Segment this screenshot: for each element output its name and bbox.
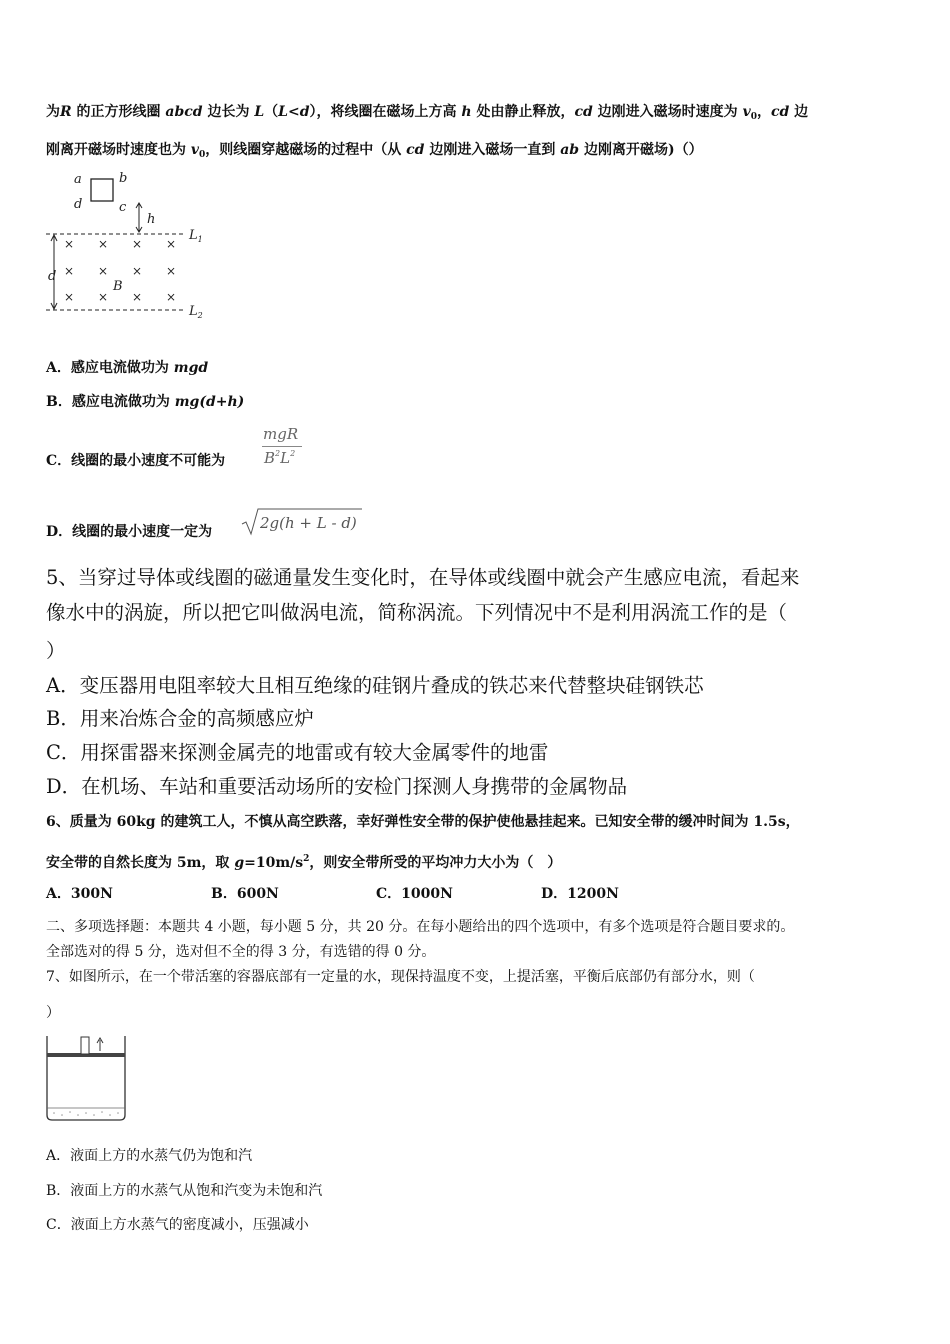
q7-option-a[interactable]: A．液面上方的水蒸气仍为饱和汽 bbox=[46, 1148, 253, 1164]
svg-text:d: d bbox=[74, 197, 83, 212]
q6-stem-line2: 安全带的自然长度为 5m，取 $g=10m/s^2$，则安全带所受的平均冲力大小为（ ） bbox=[46, 854, 562, 871]
q5-option-c[interactable]: C．用探雷器来探测金属壳的地雷或有较大金属零件的地雷 bbox=[46, 741, 549, 764]
svg-text:h: h bbox=[147, 212, 156, 227]
svg-text:B: B bbox=[113, 279, 123, 294]
q4-option-c[interactable]: C．线圈的最小速度不可能为 bbox=[46, 453, 226, 469]
svg-text:a: a bbox=[74, 172, 82, 187]
svg-text:×: × bbox=[98, 237, 109, 251]
q5-option-d[interactable]: D．在机场、车站和重要活动场所的安检门探测人身携带的金属物品 bbox=[46, 775, 628, 798]
sqrt-formula bbox=[240, 506, 364, 536]
svg-text:L1: $L_1$ bbox=[189, 228, 203, 244]
q4-stem-line2: 刚离开磁场时速度也为 $v_0$，则线圈穿越磁场的过程中（从 cd 边刚进入磁场一直到 ab 边刚离开磁场)（） bbox=[46, 142, 703, 160]
svg-text:×: × bbox=[98, 290, 109, 304]
svg-text:L2: $L_2$ bbox=[189, 304, 203, 320]
q7-option-c[interactable]: C．液面上方水蒸气的密度减小，压强减小 bbox=[46, 1217, 309, 1233]
svg-text:×: × bbox=[166, 290, 177, 304]
q5-stem-line1: 5、当穿过导体或线圈的磁通量发生变化时，在导体或线圈中就会产生感应电流，看起来 bbox=[46, 566, 800, 589]
q6-option-a[interactable]: A．300N bbox=[46, 886, 113, 902]
svg-text:×: × bbox=[132, 237, 143, 251]
svg-text:2g(h + L - d): 2g(h + L - d) bbox=[260, 514, 357, 532]
svg-text:×: × bbox=[64, 290, 75, 304]
q7-option-b[interactable]: B．液面上方的水蒸气从饱和汽变为未饱和汽 bbox=[46, 1183, 323, 1199]
q6-option-d[interactable]: D．1200N bbox=[541, 886, 619, 902]
q6-option-c[interactable]: C．1000N bbox=[376, 886, 453, 902]
q5-option-a[interactable]: A．变压器用电阻率较大且相互绝缘的硅钢片叠成的铁芯来代替整块硅钢铁芯 bbox=[46, 674, 704, 697]
section2-heading-line2: 全部选对的得 5 分，选对但不全的得 3 分，有选错的得 0 分。 bbox=[46, 944, 436, 960]
q4-option-a[interactable]: A．感应电流做功为 mgd bbox=[46, 360, 209, 376]
svg-text:×: × bbox=[166, 264, 177, 278]
q5-option-b[interactable]: B．用来冶炼合金的高频感应炉 bbox=[46, 707, 314, 730]
q6-option-b[interactable]: B．600N bbox=[211, 886, 279, 902]
q4-option-d[interactable]: D．线圈的最小速度一定为 bbox=[46, 524, 213, 540]
svg-text:×: × bbox=[64, 237, 75, 251]
q5-stem-line3: ） bbox=[46, 639, 66, 662]
svg-text:×: × bbox=[132, 264, 143, 278]
q7-stem-line2: ） bbox=[46, 1005, 60, 1021]
section2-heading-line1: 二、多项选择题：本题共 4 小题，每小题 5 分，共 20 分。在每小题给出的四个选项中，有多个选项是符合题目要求的。 bbox=[46, 919, 795, 935]
svg-text:b: b bbox=[119, 171, 128, 186]
svg-text:×: × bbox=[64, 264, 75, 278]
svg-text:c: c bbox=[119, 200, 127, 215]
coil-square bbox=[91, 179, 113, 201]
q4-stem-line1: 为R 的正方形线圈 abcd 边长为 L（L<d），将线圈在磁场上方高 h 处由静止释放，cd 边刚进入磁场时速度为 $v_0$，cd 边 bbox=[46, 104, 809, 122]
svg-text:d: d bbox=[48, 269, 57, 284]
svg-text:×: × bbox=[98, 264, 109, 278]
svg-text:×: × bbox=[132, 290, 143, 304]
q6-stem-line1: 6、质量为 60kg 的建筑工人，不慎从高空跌落，幸好弹性安全带的保护使他悬挂起来。已知安全带的缓冲时间为 1.5s， bbox=[46, 814, 800, 830]
q5-stem-line2: 像水中的涡旋，所以把它叫做涡电流，简称涡流。下列情况中不是利用涡流工作的是（ bbox=[46, 601, 788, 624]
magnetic-field-figure bbox=[44, 166, 224, 326]
fraction-mgR-over-B2L2: mgR $B^2L^2$ bbox=[260, 425, 304, 473]
q4-option-b[interactable]: B．感应电流做功为 mg(d+h) bbox=[46, 394, 245, 410]
svg-text:×: × bbox=[166, 237, 177, 251]
q7-stem-line1: 7、如图所示，在一个带活塞的容器底部有一定量的水，现保持温度不变，上提活塞，平衡后底部仍有部分水，则（ bbox=[46, 969, 755, 985]
piston-container-figure bbox=[44, 1033, 130, 1125]
